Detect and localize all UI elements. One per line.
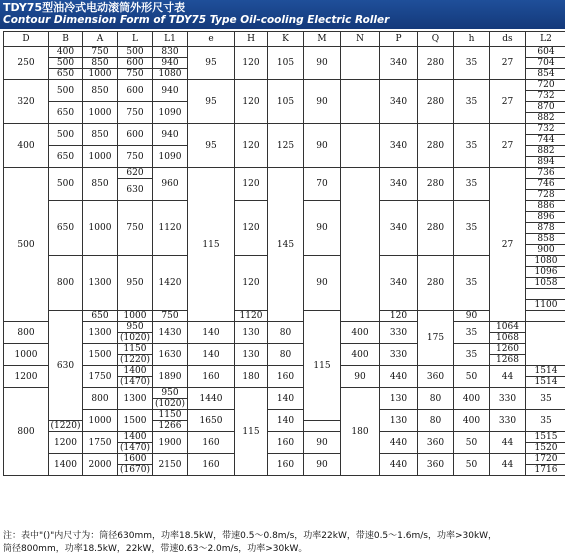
table-cell: 44 (490, 366, 526, 388)
table-cell: 630 (118, 179, 153, 201)
table-cell: 1000 (83, 69, 118, 80)
table-cell: 27 (490, 80, 526, 124)
table-header-row (4, 32, 565, 47)
table-cell (526, 289, 565, 300)
table-cell: 50 (454, 366, 490, 388)
table-cell: 50 (454, 432, 490, 454)
column-header: ds (490, 32, 526, 47)
table-cell: 1514 (526, 366, 565, 377)
column-header: L (118, 32, 153, 47)
table-cell: 500 (118, 47, 153, 58)
table-cell: 894 (526, 157, 565, 168)
table-cell: 140 (188, 344, 235, 366)
table-cell: 280 (418, 201, 454, 256)
table-cell: 120 (235, 124, 268, 168)
table-cell: (1220) (49, 421, 83, 432)
table-cell: 140 (268, 388, 304, 410)
table-cell: 1120 (153, 201, 188, 256)
table-cell: 886 (526, 201, 565, 212)
table-cell: 1400 (118, 432, 153, 443)
column-header: P (380, 32, 418, 47)
table-cell: 340 (380, 168, 418, 201)
table-cell: 35 (454, 124, 490, 168)
table-cell: 1068 (490, 333, 526, 344)
table-cell: 90 (304, 124, 341, 168)
table-cell: 120 (235, 80, 268, 124)
table-cell: 120 (235, 47, 268, 80)
table-cell: 27 (490, 168, 526, 322)
table-row (4, 410, 565, 421)
table-cell: (1470) (118, 443, 153, 454)
column-header: Q (418, 32, 454, 47)
table-cell: (1670) (118, 465, 153, 476)
table-cell: 340 (380, 47, 418, 80)
table-cell: 70 (304, 168, 341, 201)
table-cell: 1520 (526, 443, 565, 454)
table-cell: 330 (490, 388, 526, 410)
table-cell: 2150 (153, 454, 188, 476)
table-cell: 50 (454, 454, 490, 476)
table-cell: 90 (304, 432, 341, 454)
table-cell: 120 (235, 168, 268, 201)
table-cell: 850 (83, 80, 118, 102)
table-cell: 850 (83, 124, 118, 146)
table-cell: 604 (526, 47, 565, 58)
table-cell: 1200 (4, 366, 49, 388)
table-cell: 35 (454, 344, 490, 366)
table-cell: 1266 (153, 421, 188, 432)
table-cell: 140 (268, 410, 304, 432)
title-banner (0, 0, 565, 29)
table-cell: 27 (490, 47, 526, 80)
table-cell: 830 (153, 47, 188, 58)
table-cell: 130 (380, 388, 418, 410)
table-cell: 882 (526, 113, 565, 124)
table-cell: 1268 (490, 355, 526, 366)
table-cell: 1440 (188, 388, 235, 410)
table-cell: 1720 (526, 454, 565, 465)
table-cell: 1260 (490, 344, 526, 355)
table-cell: 1716 (526, 465, 565, 476)
table-cell: 720 (526, 80, 565, 91)
table-cell: 630 (49, 311, 83, 421)
table-cell: 340 (380, 124, 418, 168)
column-header: D (4, 32, 49, 47)
table-cell: 1400 (49, 454, 83, 476)
table-row (4, 344, 565, 355)
table-cell: 1514 (526, 377, 565, 388)
table-cell: 80 (418, 388, 454, 410)
table-cell: 1120 (235, 311, 268, 322)
table-cell: 950 (118, 256, 153, 311)
table-cell: 400 (341, 322, 380, 344)
table-cell: 1750 (83, 366, 118, 388)
table-cell: 850 (83, 58, 118, 69)
table-cell: 160 (188, 366, 235, 388)
table-cell: 130 (235, 322, 268, 344)
table-cell: 800 (4, 388, 49, 476)
table-cell: 90 (341, 366, 380, 388)
column-header: K (268, 32, 304, 47)
column-header: A (83, 32, 118, 47)
table-cell: 878 (526, 223, 565, 234)
table-cell: 800 (83, 388, 118, 410)
table-cell: 1420 (153, 256, 188, 311)
dimension-table (3, 31, 565, 476)
table-cell: 1000 (83, 146, 118, 168)
table-cell: 1000 (118, 311, 153, 322)
table-cell: 95 (188, 124, 235, 168)
column-header: B (49, 32, 83, 47)
table-cell: 330 (490, 410, 526, 432)
table-cell: 736 (526, 168, 565, 179)
table-cell (526, 311, 565, 322)
table-cell: (1020) (153, 399, 188, 410)
title-chinese: TDY75型油冷式电动滚筒外形尺寸表 (3, 1, 186, 14)
table-cell: 620 (118, 168, 153, 179)
table-cell: 1600 (118, 454, 153, 465)
table-cell: 330 (380, 322, 418, 344)
table-cell: (1220) (118, 355, 153, 366)
table-cell: 90 (304, 47, 341, 80)
table-cell: 2000 (83, 454, 118, 476)
table-cell: 120 (235, 256, 268, 311)
table-cell: 650 (49, 146, 83, 168)
table-cell: 1080 (153, 69, 188, 80)
column-header: L1 (153, 32, 188, 47)
column-header: M (304, 32, 341, 47)
footnote (3, 530, 563, 556)
table-cell: 500 (49, 58, 83, 69)
table-cell: 858 (526, 234, 565, 245)
table-cell: 120 (235, 201, 268, 256)
table-cell: 750 (153, 311, 188, 322)
table-cell: 854 (526, 69, 565, 80)
table-cell: 105 (268, 80, 304, 124)
table-cell: 360 (418, 432, 454, 454)
table-cell: 400 (49, 47, 83, 58)
table-cell: (1470) (118, 377, 153, 388)
table-cell: 750 (118, 201, 153, 256)
table-cell: 900 (526, 245, 565, 256)
table-cell: 732 (526, 91, 565, 102)
table-cell: 400 (341, 344, 380, 366)
table-cell: 940 (153, 80, 188, 102)
table-cell: 115 (235, 388, 268, 476)
table-cell: 500 (49, 80, 83, 102)
table-cell: (1020) (118, 333, 153, 344)
table-cell: 746 (526, 179, 565, 190)
table-cell: 90 (304, 80, 341, 124)
table-row (4, 366, 565, 377)
table-cell: 80 (268, 344, 304, 366)
table-cell (341, 124, 380, 168)
table-row (4, 432, 565, 443)
table-cell: 744 (526, 135, 565, 146)
table-cell: 95 (188, 80, 235, 124)
table-cell: 1000 (83, 410, 118, 432)
table-cell: 160 (268, 432, 304, 454)
table-cell (341, 47, 380, 80)
table-cell: 360 (418, 366, 454, 388)
table-cell: 340 (380, 80, 418, 124)
table-cell: 280 (418, 47, 454, 80)
table-cell: 1630 (153, 344, 188, 366)
column-header: L2 (526, 32, 565, 47)
table-cell: 140 (188, 322, 235, 344)
table-cell: 400 (454, 410, 490, 432)
title-english: Contour Dimension Form of TDY75 Type Oil-cooling Electric Roller (3, 14, 390, 26)
table-cell: 750 (83, 47, 118, 58)
table-cell: 180 (235, 366, 268, 388)
table-cell: 750 (118, 102, 153, 124)
table-cell: 160 (268, 366, 304, 388)
column-header: h (454, 32, 490, 47)
table-cell: 1500 (83, 344, 118, 366)
table-cell: 250 (4, 47, 49, 80)
table-cell: 1150 (153, 410, 188, 421)
table-cell: 732 (526, 124, 565, 135)
table-cell: 105 (268, 47, 304, 80)
table-cell: 704 (526, 58, 565, 69)
table-cell: 882 (526, 146, 565, 157)
table-cell: 35 (526, 388, 565, 410)
table-row (4, 322, 565, 333)
table-row (4, 47, 565, 58)
table-cell: 1750 (83, 432, 118, 454)
table-cell: 330 (380, 344, 418, 366)
table-cell: 95 (188, 47, 235, 80)
table-row (4, 168, 565, 179)
table-cell: 1300 (118, 388, 153, 410)
table-cell: 340 (380, 256, 418, 311)
table-cell: 650 (49, 69, 83, 80)
table-cell: 650 (49, 201, 83, 256)
table-cell: 650 (83, 311, 118, 322)
table-cell: 940 (153, 124, 188, 146)
table-cell: 650 (49, 102, 83, 124)
table-cell: 440 (380, 432, 418, 454)
table-cell: 1090 (153, 102, 188, 124)
table-cell: 600 (118, 80, 153, 102)
table-cell: 160 (188, 454, 235, 476)
table-cell: 1150 (118, 344, 153, 355)
table-cell: 440 (380, 454, 418, 476)
table-cell: 280 (418, 256, 454, 311)
table-cell: 115 (188, 168, 235, 322)
table-cell: 35 (526, 410, 565, 432)
table-cell: 80 (418, 410, 454, 432)
table-cell: 896 (526, 212, 565, 223)
table-cell: 35 (454, 256, 490, 311)
footnote-line-1: 注：表中"()"内尺寸为：筒径630mm，功率18.5kW，带速0.5～0.8m/s，功率22kW，带速0.5～1.6m/s，功率>30kW， (3, 531, 498, 541)
table-cell: 1400 (118, 366, 153, 377)
table-cell: 950 (118, 322, 153, 333)
table-cell: 600 (118, 58, 153, 69)
table-cell: 500 (49, 168, 83, 201)
table-cell: 120 (380, 311, 418, 322)
table-cell: 27 (490, 124, 526, 168)
table-cell: 1064 (490, 322, 526, 333)
table-cell: 130 (380, 410, 418, 432)
table-cell: 1000 (83, 201, 118, 256)
column-header: N (341, 32, 380, 47)
table-cell: 340 (380, 201, 418, 256)
table-cell: 35 (454, 47, 490, 80)
column-header: e (188, 32, 235, 47)
table-cell: 1080 (526, 256, 565, 267)
table-cell: 1300 (83, 256, 118, 311)
table-cell (341, 168, 380, 322)
table-cell: 130 (235, 344, 268, 366)
table-cell: 400 (4, 124, 49, 168)
table-cell: 90 (454, 311, 490, 322)
table-cell: 280 (418, 80, 454, 124)
table-cell: 1000 (83, 102, 118, 124)
table-cell: 1096 (526, 267, 565, 278)
table-cell: 1515 (526, 432, 565, 443)
table-cell: 728 (526, 190, 565, 201)
table-row (4, 388, 565, 399)
table-cell: 1090 (153, 146, 188, 168)
table-cell: 180 (341, 388, 380, 476)
table-cell: 280 (418, 168, 454, 201)
table-cell: 1650 (188, 410, 235, 432)
table-cell: 35 (454, 322, 490, 344)
table-cell: 500 (49, 124, 83, 146)
table-cell: 500 (4, 168, 49, 322)
column-header: H (235, 32, 268, 47)
footnote-line-2: 筒径800mm，功率18.5kW，22kW，带速0.63～2.0m/s，功率>30kW。 (3, 544, 308, 554)
table-cell: 960 (153, 168, 188, 201)
table-cell: 115 (304, 311, 341, 421)
table-cell: 35 (454, 80, 490, 124)
table-cell: 800 (4, 322, 49, 344)
table-cell: 160 (188, 432, 235, 454)
table-cell: 44 (490, 432, 526, 454)
table-cell: 400 (454, 388, 490, 410)
table-cell: 44 (490, 454, 526, 476)
table-cell: 600 (118, 124, 153, 146)
table-cell: 320 (4, 80, 49, 124)
table-cell: 90 (304, 454, 341, 476)
table-cell: 1430 (153, 322, 188, 344)
table-row (4, 124, 565, 135)
table-cell (341, 80, 380, 124)
table-cell: 750 (118, 69, 153, 80)
table-cell: 850 (83, 168, 118, 201)
table-cell: 1300 (83, 322, 118, 344)
table-cell: 175 (418, 311, 454, 366)
table-cell: 940 (153, 58, 188, 69)
table-cell: 35 (454, 201, 490, 256)
table-cell: 1890 (153, 366, 188, 388)
table-cell: 950 (153, 388, 188, 399)
table-cell: 1200 (49, 432, 83, 454)
table-cell: 90 (304, 201, 341, 256)
table-cell: 1058 (526, 278, 565, 289)
table-cell: 160 (268, 454, 304, 476)
table-cell: 280 (418, 124, 454, 168)
table-row (4, 454, 565, 465)
table-cell: 145 (268, 168, 304, 322)
table-cell: 90 (304, 256, 341, 311)
table-cell: 1900 (153, 432, 188, 454)
table-cell: 360 (418, 454, 454, 476)
table-row (4, 80, 565, 91)
table-cell: 35 (454, 168, 490, 201)
table-cell: 440 (380, 366, 418, 388)
table-cell: 80 (268, 322, 304, 344)
table-cell: 870 (526, 102, 565, 113)
table-cell: 800 (49, 256, 83, 311)
table-cell: 125 (268, 124, 304, 168)
table-cell: 1100 (526, 300, 565, 311)
table-cell: 1500 (118, 410, 153, 432)
table-cell: 1000 (4, 344, 49, 366)
table-cell: 750 (118, 146, 153, 168)
